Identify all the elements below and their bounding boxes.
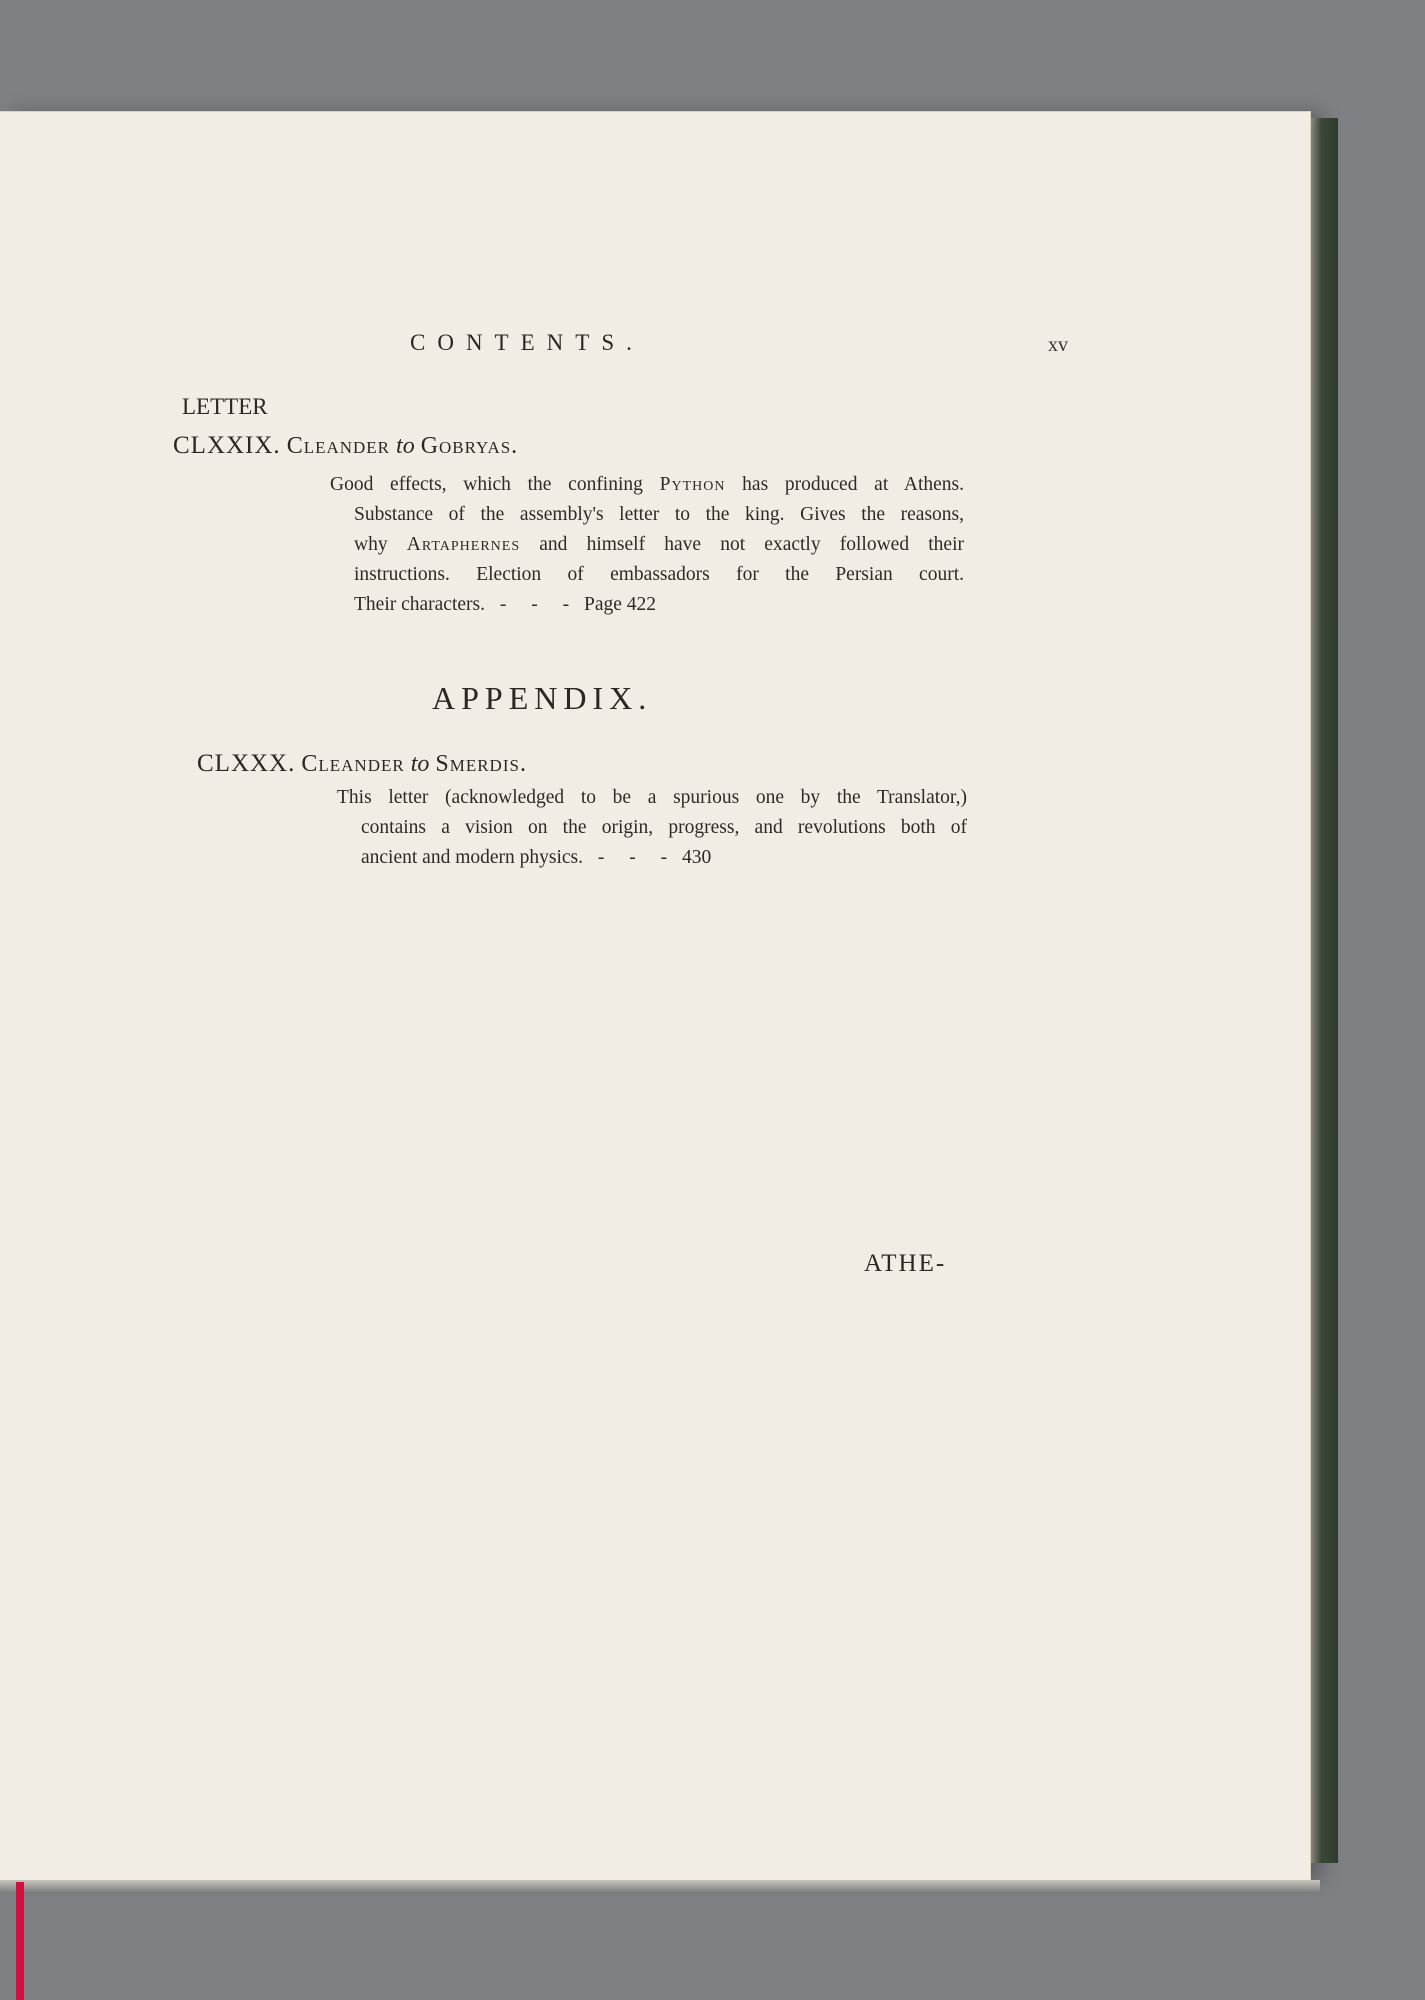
entry-heading: [197, 750, 527, 778]
entry-sender: Cleander: [286, 433, 391, 459]
page-reference-line: [330, 590, 964, 620]
entry-to: to: [410, 751, 430, 777]
description-line: instructions. Election of embassadors for the Persian court.: [354, 564, 964, 585]
page-reference: 430: [682, 847, 712, 868]
appendix-title: APPENDIX.: [432, 680, 653, 716]
page-reference: Page 422: [584, 594, 657, 615]
entry-number: CLXXX.: [197, 750, 296, 777]
page-number: xv: [1048, 334, 1068, 356]
description-line: why Artaphernes and himself have not exactly followed their: [354, 534, 964, 555]
leader-dash: -: [531, 594, 538, 615]
description-line: Substance of the assembly's letter to the king. Gives the reasons,: [354, 504, 964, 525]
bookmark-ribbon: [16, 1882, 24, 2000]
entry-recipient: Gobryas.: [420, 433, 519, 459]
entry-to: to: [396, 433, 415, 459]
running-head: CONTENTS.: [410, 330, 644, 355]
book-spine-edge: [1310, 118, 1338, 1863]
leader-dash: -: [660, 847, 668, 868]
page-bottom-edge: [0, 1880, 1320, 1892]
last-line-text: ancient and modern physics.: [361, 847, 584, 868]
leader-dash: -: [562, 594, 570, 615]
entry-heading: [173, 432, 518, 460]
book-page: [0, 112, 1310, 1882]
letter-label: LETTER: [182, 394, 268, 419]
entry-description: [330, 470, 964, 620]
entry-description: [337, 783, 967, 873]
page-reference-line: [337, 843, 967, 873]
entry-sender: Cleander: [301, 751, 405, 777]
leader-dash: -: [629, 847, 636, 868]
leader-dash: -: [597, 847, 605, 868]
leader-dash: -: [499, 594, 507, 615]
last-line-text: Their characters.: [354, 594, 485, 615]
description-line: Good effects, which the confining Python has produced at Athens.: [330, 474, 964, 495]
entry-number: CLXXIX.: [173, 432, 281, 459]
catchword: ATHE-: [864, 1250, 947, 1277]
entry-recipient: Smerdis.: [435, 751, 527, 777]
description-line: contains a vision on the origin, progress, and revolutions both of: [361, 817, 967, 838]
description-line: This letter (acknowledged to be a spurious one by the Translator,): [337, 787, 967, 808]
